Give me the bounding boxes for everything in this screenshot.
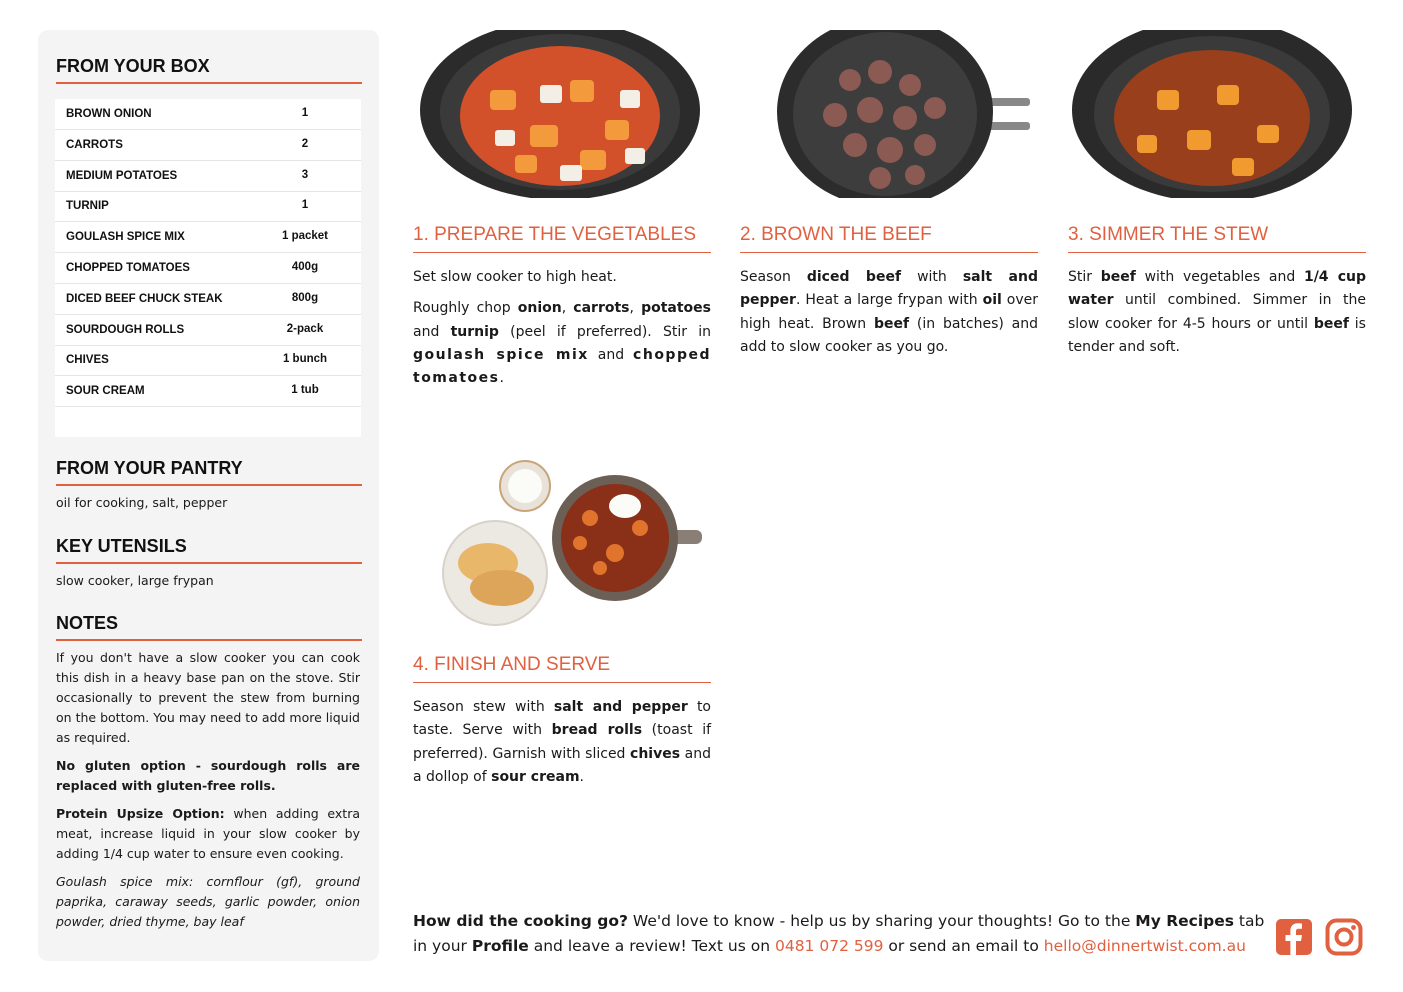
ingredients-sidebar (38, 30, 379, 961)
ingredient-row (55, 253, 361, 284)
ingredient-name: TURNIP (66, 200, 109, 213)
ingredient-quantity: 1 bunch (282, 353, 328, 366)
ingredient-name: CARROTS (66, 138, 123, 151)
ingredient-row (55, 284, 361, 315)
step-1-title: 1. PREPARE THE VEGETABLES (413, 224, 711, 253)
phone-number[interactable]: 0481 072 599 (774, 937, 884, 955)
step-2-title: 2. BROWN THE BEEF (740, 224, 1038, 253)
ingredient-row (55, 376, 361, 407)
from-your-pantry-title: FROM YOUR PANTRY (56, 458, 362, 486)
ingredient-row (55, 191, 361, 222)
ingredient-name: SOUR CREAM (66, 385, 145, 398)
email-link[interactable]: hello@dinnertwist.com.au (1043, 937, 1246, 955)
gluten-note: No gluten option - sourdough rolls are replaced with gluten-free rolls. (56, 758, 360, 793)
key-utensils-title: KEY UTENSILS (56, 536, 362, 564)
ingredient-name: MEDIUM POTATOES (66, 169, 178, 182)
ingredient-name: BROWN ONION (66, 108, 152, 120)
browned-beef-frypan-photo (770, 30, 1030, 198)
ingredient-row (55, 222, 361, 253)
facebook-icon[interactable] (1275, 918, 1313, 956)
ingredient-quantity: 800g (291, 291, 319, 304)
simmered-stew-photo (1067, 30, 1352, 198)
step-2-body: Season diced beef with salt and pepper. Heat a large frypan with oil over high heat. Brown beef (in batches) and add to slow cooker as you go. (740, 269, 1038, 355)
step-3-body: Stir beef with vegetables and 1/4 cup water until combined. Simmer in the slow cooker for 4-5 hours or until beef is tender and soft. (1068, 269, 1366, 355)
ingredient-quantity: 1 (301, 107, 309, 119)
pantry-text: oil for cooking, salt, pepper (56, 495, 228, 510)
spice-mix-note: Goulash spice mix: cornflour (gf), ground paprika, caraway seeds, garlic powder, onion powder, dried thyme, bay leaf (56, 874, 360, 929)
ingredient-name: CHOPPED TOMATOES (66, 262, 190, 274)
ingredient-name: CHIVES (66, 354, 109, 367)
utensils-text: slow cooker, large frypan (56, 573, 214, 588)
instagram-icon[interactable] (1325, 918, 1363, 956)
ingredient-quantity: 2 (301, 137, 309, 150)
ingredient-quantity: 1 packet (281, 230, 329, 243)
vegetables-slow-cooker-photo (420, 30, 705, 198)
ingredient-quantity: 400g (291, 261, 319, 273)
feedback-question: How did the cooking go? (413, 912, 628, 930)
ingredients-table (55, 99, 361, 437)
ingredient-name: SOURDOUGH ROLLS (66, 323, 185, 336)
profile-link[interactable]: Profile (471, 937, 529, 955)
step-4-body: Season stew with salt and pepper to taste. Serve with bread rolls (toast if preferred). Garnish with sliced chives and a dollop of sour cream. (413, 699, 712, 785)
ingredient-quantity: 3 (301, 168, 309, 181)
feedback-footer: How did the cooking go? We'd love to know - help us by sharing your thoughts! Go to the My Recipes tab in your Profile and leave a review! Text us on 0481 072 599 or send an email to hello@dinnertwist.com.au (413, 912, 1265, 955)
served-stew-photo (440, 458, 705, 628)
step-1-body: Set slow cooker to high heat. Roughly chop onion, carrots, potatoes and turnip (peel if preferred). Stir in goulash spice mix and chopped tomatoes. (413, 269, 711, 387)
notes-text: If you don't have a slow cooker you can cook this dish in a heavy base pan on the stove. Stir occasionally to prevent the stew from burning on the bottom. You may need to add more liquid as required. (56, 650, 360, 745)
ingredient-row (55, 99, 361, 130)
ingredient-quantity: 1 tub (291, 384, 319, 397)
ingredient-row (55, 130, 361, 161)
from-your-box-title: FROM YOUR BOX (56, 56, 362, 84)
ingredient-quantity: 1 (301, 199, 309, 212)
ingredient-name: DICED BEEF CHUCK STEAK (66, 292, 223, 305)
step-4-title: 4. FINISH AND SERVE (413, 654, 711, 683)
ingredient-row (55, 315, 361, 346)
ingredient-name: GOULASH SPICE MIX (66, 231, 185, 244)
ingredient-quantity: 2-pack (286, 322, 324, 335)
ingredient-row (55, 345, 361, 376)
my-recipes-link[interactable]: My Recipes (1135, 912, 1234, 930)
ingredient-row (55, 161, 361, 192)
protein-note: Protein Upsize Option: when adding extra meat, increase liquid in your slow cooker by adding 1/4 cup water to ensure even cooking. (56, 806, 361, 861)
notes-title: NOTES (56, 613, 362, 641)
step-3-title: 3. SIMMER THE STEW (1068, 224, 1366, 253)
